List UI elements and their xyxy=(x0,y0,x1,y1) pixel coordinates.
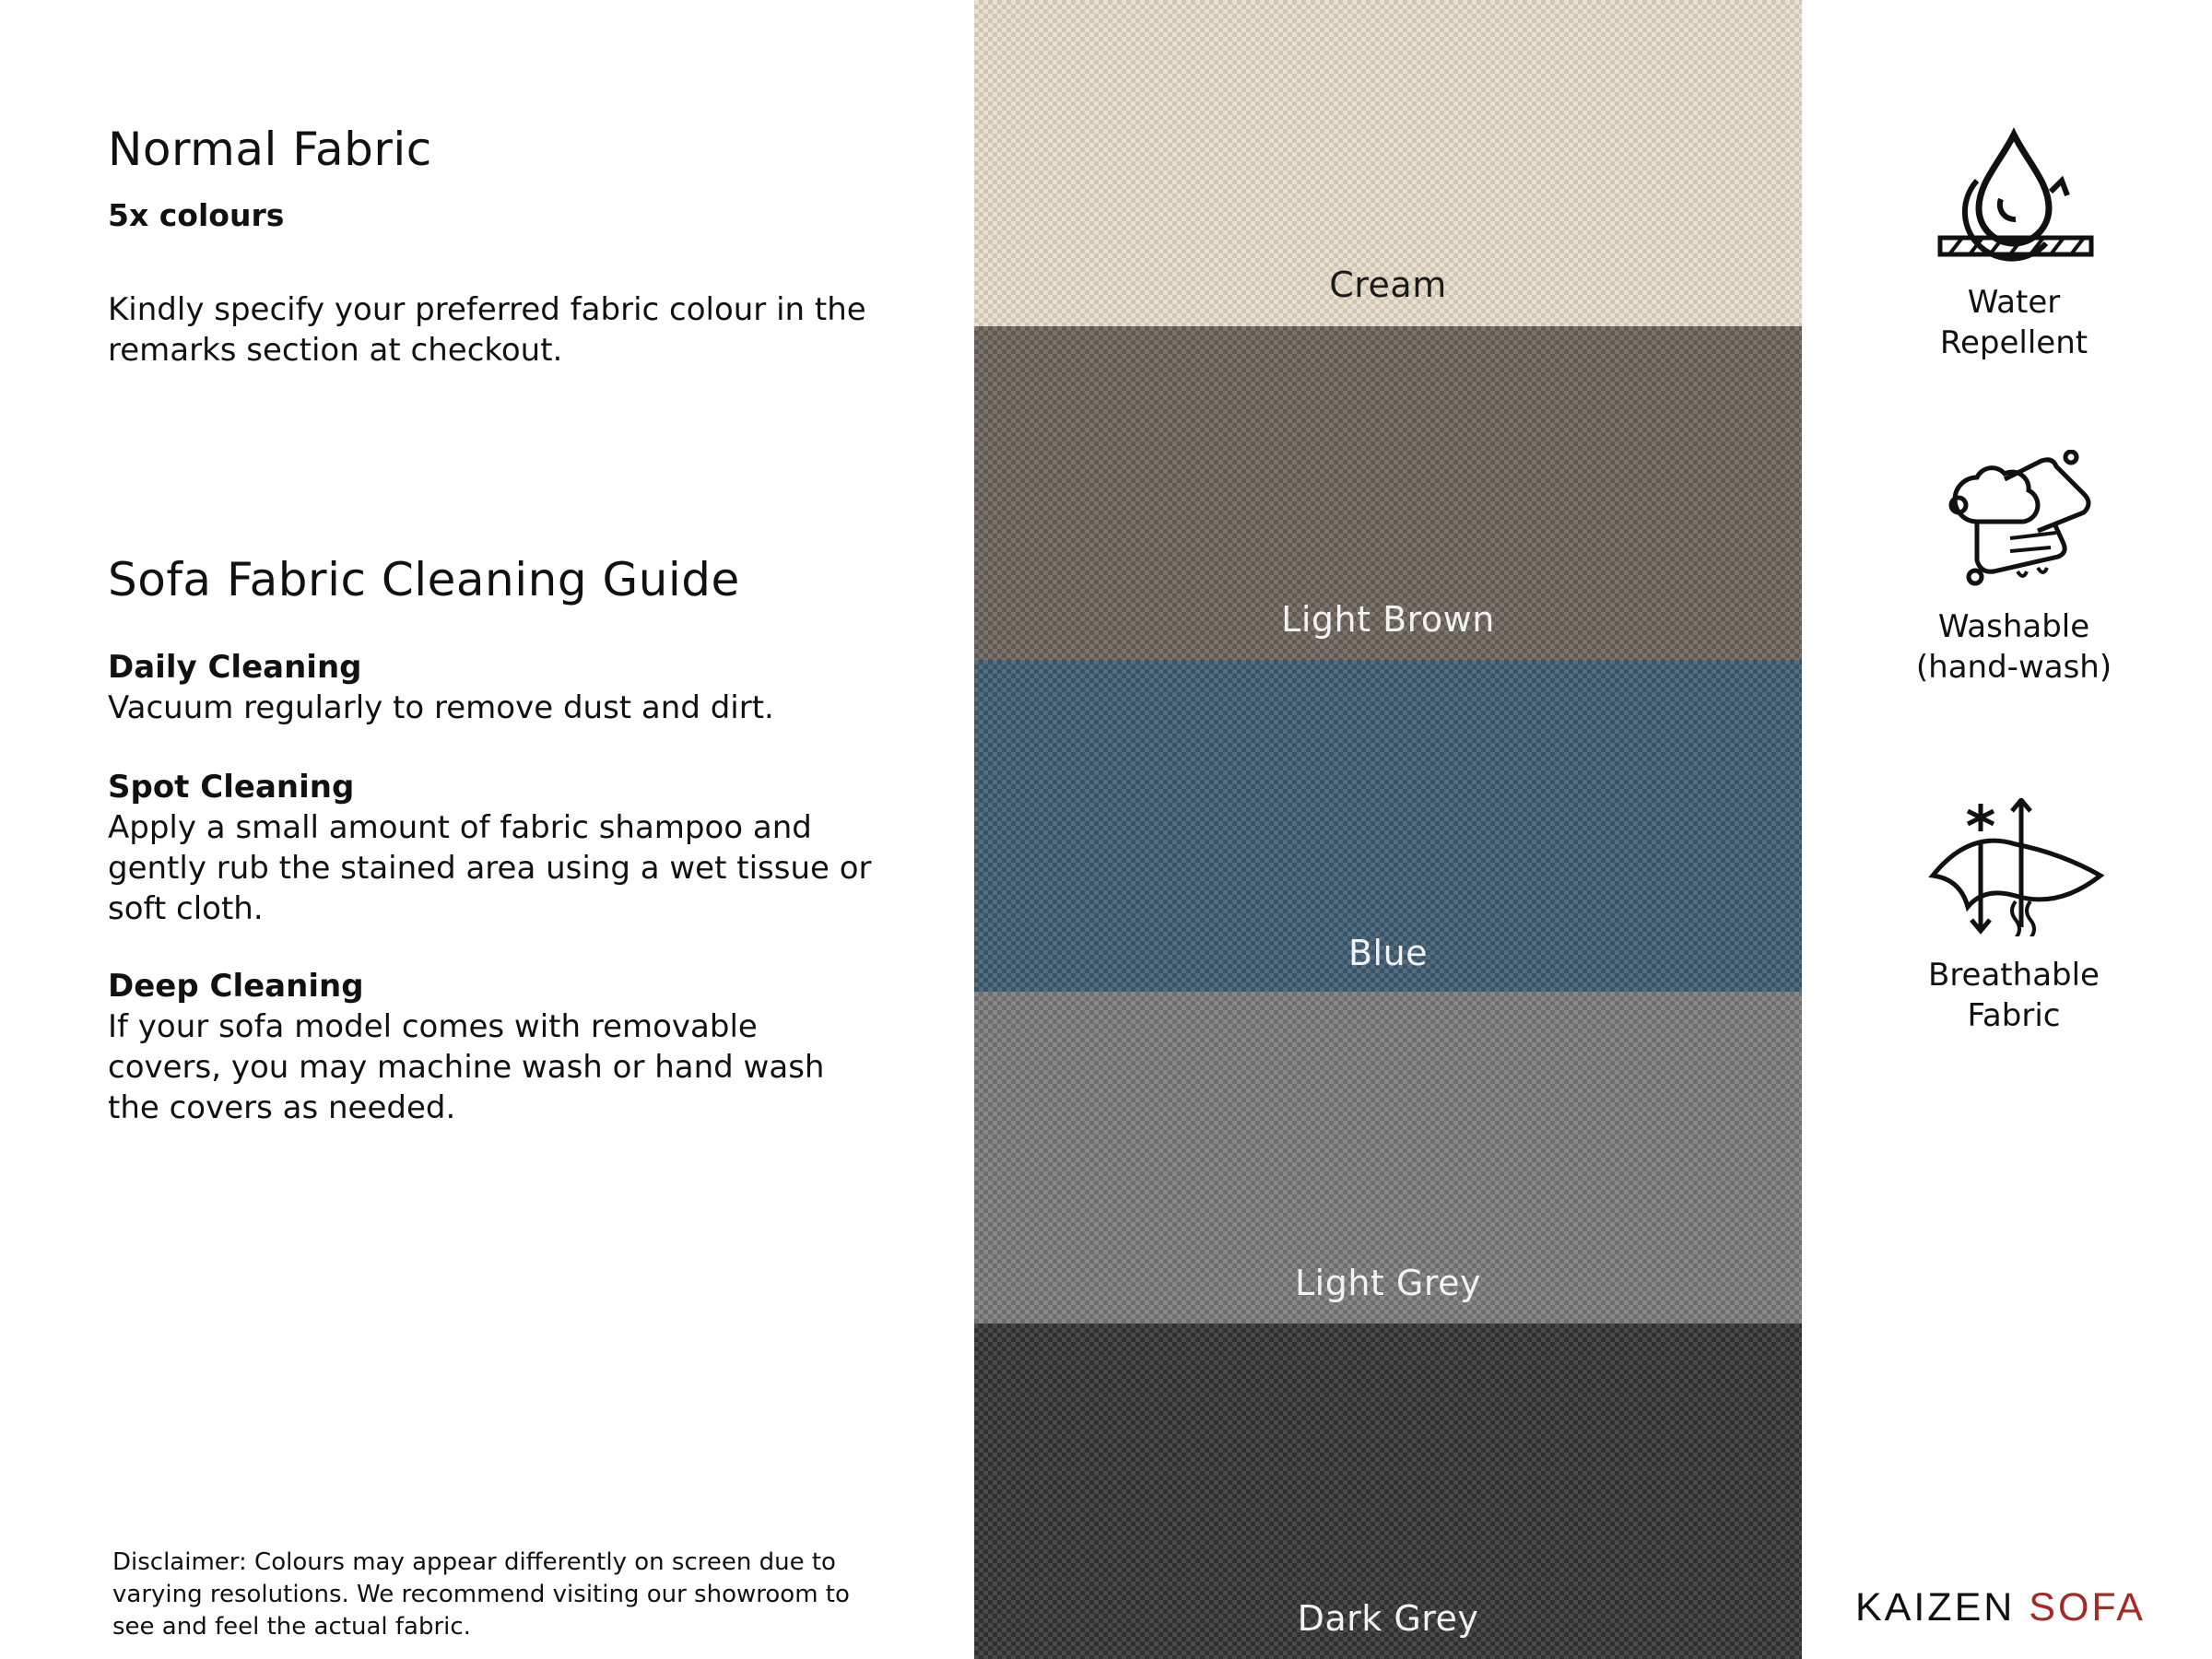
swatch-light-grey xyxy=(974,992,1802,1324)
swatch-label-cream: Cream xyxy=(1329,265,1447,305)
checkout-note: Kindly specify your preferred fabric colour in the remarks section at checkout. xyxy=(108,291,866,369)
swatch-label-blue: Blue xyxy=(1347,933,1429,973)
normal-fabric-title: Normal Fabric xyxy=(108,123,432,176)
feature-line2: Repellent xyxy=(1939,324,2088,361)
feature-breathable xyxy=(1880,798,2147,1036)
brand-logo xyxy=(1855,1585,2146,1630)
fabric-swatches xyxy=(974,0,1802,1659)
feature-line2: (hand-wash) xyxy=(1915,649,2112,686)
water-repellent-icon xyxy=(1922,125,2106,264)
swatch-blue xyxy=(974,660,1802,992)
swatch-label-light-brown: Light Brown xyxy=(1281,599,1495,640)
daily-cleaning-text: Vacuum regularly to remove dust and dirt. xyxy=(108,689,774,726)
feature-line1: Washable xyxy=(1937,608,2090,645)
swatch-cream xyxy=(974,0,1802,326)
breathable-icon xyxy=(1922,798,2106,936)
feature-washable xyxy=(1880,450,2147,688)
swatch-dark-grey xyxy=(974,1324,1802,1659)
disclaimer: Disclaimer: Colours may appear differently on screen due to varying resolutions. We recommend visiting our showroom to see and feel the actual fabric. xyxy=(112,1548,850,1641)
brand-word-sofa: SOFA xyxy=(2029,1585,2146,1630)
daily-cleaning-heading: Daily Cleaning xyxy=(108,649,362,686)
deep-cleaning-heading: Deep Cleaning xyxy=(108,968,364,1005)
spot-cleaning-section xyxy=(108,767,873,929)
cleaning-guide-title: Sofa Fabric Cleaning Guide xyxy=(108,553,740,606)
feature-caption xyxy=(1880,955,2147,1036)
spot-cleaning-text: Apply a small amount of fabric shampoo and gently rub the stained area using a wet tissue or soft cloth. xyxy=(108,809,872,927)
feature-caption xyxy=(1880,606,2147,688)
feature-line1: Breathable xyxy=(1928,957,2100,994)
feature-line2: Fabric xyxy=(1967,997,2061,1034)
deep-cleaning-section xyxy=(108,966,873,1128)
colour-count: 5x colours xyxy=(108,197,285,233)
swatch-label-dark-grey: Dark Grey xyxy=(1297,1598,1479,1639)
brand-word-kaizen: KAIZEN xyxy=(1855,1585,2016,1630)
deep-cleaning-text: If your sofa model comes with removable covers, you may machine wash or hand wash the covers as needed. xyxy=(108,1008,825,1126)
daily-cleaning-section xyxy=(108,647,900,728)
feature-caption xyxy=(1880,282,2147,363)
spot-cleaning-heading: Spot Cleaning xyxy=(108,769,355,806)
feature-line1: Water xyxy=(1967,284,2061,321)
swatch-label-light-grey: Light Grey xyxy=(1294,1263,1481,1303)
swatch-light-brown xyxy=(974,326,1802,660)
hand-wash-icon xyxy=(1922,450,2106,588)
feature-water-repellent xyxy=(1880,125,2147,363)
